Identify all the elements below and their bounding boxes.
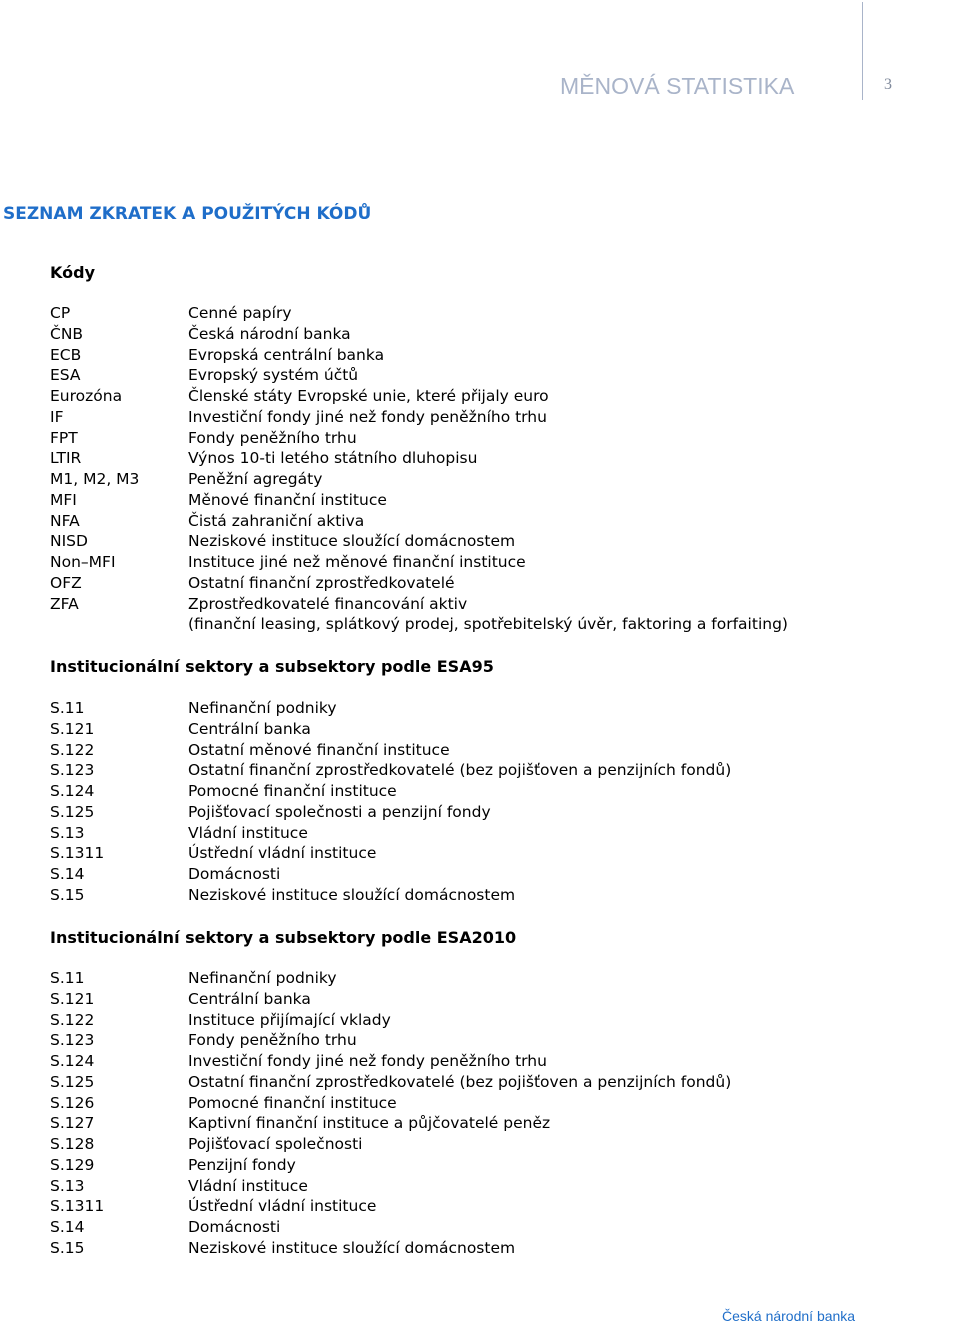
item-description: Nefinanční podniky	[188, 969, 337, 987]
item-code: S.124	[50, 1052, 95, 1071]
item-code: S.125	[50, 1072, 95, 1091]
item-description: Ostatní finanční zprostředkovatelé	[188, 573, 455, 592]
item-code: ZFA	[50, 594, 79, 613]
item-code: S.1311	[50, 844, 105, 863]
item-code: M1, M2, M3	[50, 470, 140, 489]
item-description: Penzijní fondy	[188, 1155, 296, 1174]
item-code: Non–MFI	[50, 553, 116, 572]
item-description: Cenné papíry	[188, 304, 292, 322]
item-description: Nefinanční podniky	[188, 699, 337, 717]
footer-text: Česká národní banka	[722, 1308, 856, 1324]
item-code: Eurozóna	[50, 387, 123, 406]
item-description: Česká národní banka	[188, 324, 351, 343]
item-code: FPT	[50, 428, 78, 447]
item-description: Investiční fondy jiné než fondy peněžního trhu	[188, 407, 547, 426]
item-description: Vládní instituce	[188, 823, 308, 842]
section-heading-codes: Kódy	[50, 263, 95, 282]
item-code: S.15	[50, 1238, 85, 1257]
item-code: S.126	[50, 1093, 95, 1112]
item-description: Vládní instituce	[188, 1176, 308, 1195]
section-heading-esa2010: Institucionální sektory a subsektory podle ESA2010	[50, 928, 517, 947]
item-description: Investiční fondy jiné než fondy peněžního trhu	[188, 1052, 547, 1071]
item-description: Ústřední vládní instituce	[188, 1197, 377, 1216]
item-description: Ostatní měnové finanční instituce	[188, 740, 450, 759]
item-description: Pomocné finanční instituce	[188, 1093, 397, 1112]
item-code: S.129	[50, 1155, 95, 1174]
item-description: Evropský systém účtů	[188, 366, 359, 385]
item-description: Měnové finanční instituce	[188, 490, 387, 509]
item-code: S.122	[50, 1010, 95, 1029]
item-description: Výnos 10-ti letého státního dluhopisu	[188, 449, 478, 468]
item-code: S.14	[50, 1218, 85, 1237]
item-code: S.11	[50, 969, 85, 987]
item-code: ESA	[50, 366, 81, 385]
item-code: LTIR	[50, 449, 82, 468]
item-code: S.15	[50, 885, 85, 904]
header-divider	[862, 2, 863, 100]
item-description: Fondy peněžního trhu	[188, 1031, 357, 1050]
item-description: Domácnosti	[188, 865, 281, 884]
item-code: S.1311	[50, 1197, 105, 1216]
item-description: Pomocné finanční instituce	[188, 782, 397, 801]
item-code: S.121	[50, 989, 95, 1008]
item-description: Centrální banka	[188, 719, 311, 738]
item-description: Domácnosti	[188, 1218, 281, 1237]
item-code: S.123	[50, 1031, 95, 1050]
item-code: S.14	[50, 865, 85, 884]
item-code: ECB	[50, 345, 82, 364]
item-description: (finanční leasing, splátkový prodej, spotřebitelský úvěr, faktoring a forfaiting)	[188, 615, 788, 634]
item-description: Pojišťovací společnosti a penzijní fondy	[188, 802, 491, 821]
item-code: CP	[50, 304, 71, 322]
item-code: S.123	[50, 761, 95, 780]
item-description: Čistá zahraniční aktiva	[188, 511, 365, 530]
item-code: ČNB	[50, 324, 84, 343]
item-description: Evropská centrální banka	[188, 345, 385, 364]
item-description: Ústřední vládní instituce	[188, 844, 377, 863]
item-description: Instituce jiné než měnové finanční instituce	[188, 553, 526, 572]
item-code: S.13	[50, 823, 85, 842]
item-code: S.122	[50, 740, 95, 759]
item-description: Neziskové instituce sloužící domácnostem	[188, 1238, 516, 1257]
item-description: Pojišťovací společnosti	[188, 1135, 363, 1154]
document-title: SEZNAM ZKRATEK A POUŽITÝCH KÓDŮ	[3, 204, 372, 224]
section-heading-esa95: Institucionální sektory a subsektory podle ESA95	[50, 657, 494, 676]
page-number: 3	[884, 76, 892, 93]
item-code: IF	[50, 407, 64, 426]
item-code: NISD	[50, 532, 88, 551]
item-code: S.11	[50, 699, 85, 717]
item-description: Neziskové instituce sloužící domácnostem	[188, 532, 516, 551]
item-code: S.127	[50, 1114, 95, 1133]
item-description: Centrální banka	[188, 989, 311, 1008]
item-description: Ostatní finanční zprostředkovatelé (bez pojišťoven a penzijních fondů)	[188, 1072, 732, 1091]
item-description: Ostatní finanční zprostředkovatelé (bez pojišťoven a penzijních fondů)	[188, 761, 732, 780]
item-code: NFA	[50, 511, 80, 530]
item-description: Členské státy Evropské unie, které přijaly euro	[188, 387, 549, 406]
item-description: Fondy peněžního trhu	[188, 428, 357, 447]
item-description: Instituce přijímající vklady	[188, 1010, 391, 1029]
item-code: S.121	[50, 719, 95, 738]
item-description: Peněžní agregáty	[188, 470, 323, 489]
item-description: Zprostředkovatelé financování aktiv	[188, 594, 468, 613]
item-code: S.125	[50, 802, 95, 821]
item-description: Kaptivní finanční instituce a půjčovatelé peněz	[188, 1114, 551, 1133]
item-code: S.128	[50, 1135, 95, 1154]
item-description: Neziskové instituce sloužící domácnostem	[188, 885, 516, 904]
item-code: OFZ	[50, 573, 82, 592]
item-code: S.13	[50, 1176, 85, 1195]
header-title: MĚNOVÁ STATISTIKA	[560, 73, 795, 99]
item-code: S.124	[50, 782, 95, 801]
item-code: MFI	[50, 490, 77, 509]
